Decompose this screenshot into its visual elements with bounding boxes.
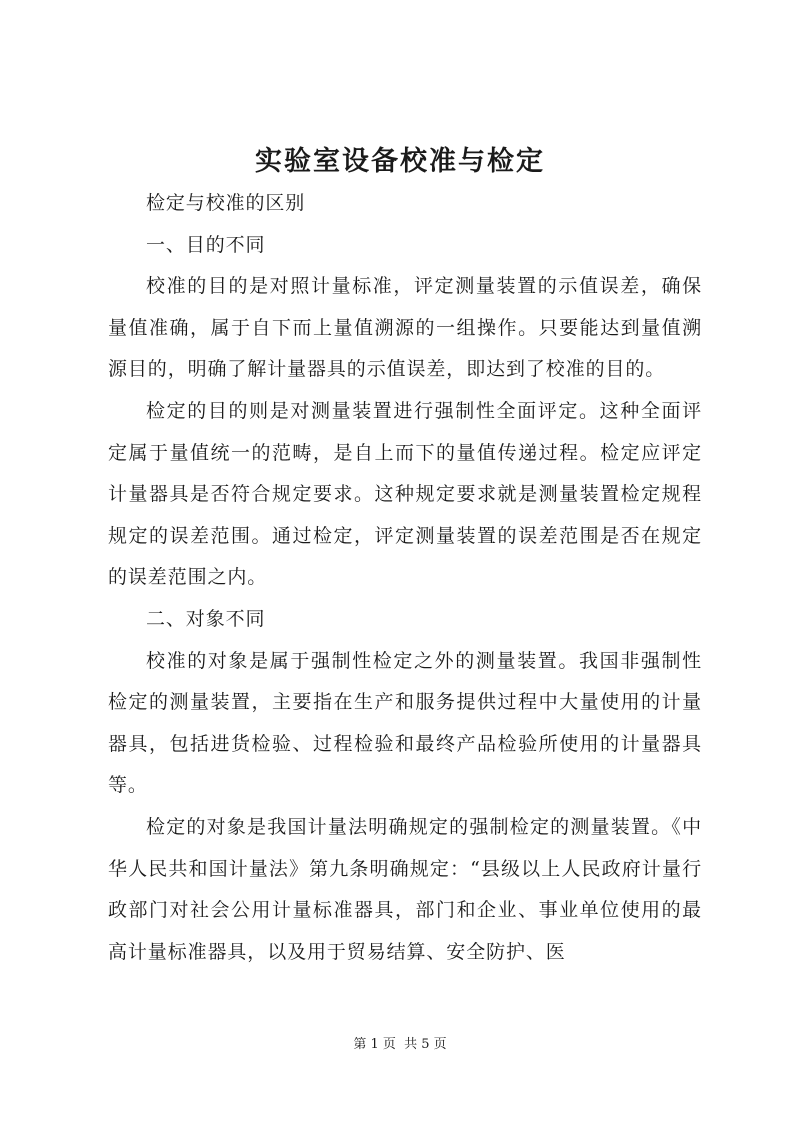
paragraph: 校准的目的是对照计量标准，评定测量装置的示值误差，确保量值准确，属于自下而上量值溯源的一组操作。只要能达到量值溯源目的，明确了解计量器具的示值误差，即达到了校准的目的。 (108, 275, 702, 381)
paragraph: 检定的目的则是对测量装置进行强制性全面评定。这种全面评定属于量值统一的范畴，是自上而下的量值传递过程。检定应评定计量器具是否符合规定要求。这种规定要求就是测量装置检定规程规定的误差范围。通过检定，评定测量装置的误差范围是否在规定的误差范围之内。 (108, 399, 702, 589)
paragraph: 检定的对象是我国计量法明确规定的强制检定的测量装置。《中华人民共和国计量法》第九条明确规定：“县级以上人民政府计量行政部门对社会公用计量标准器具，部门和企业、事业单位使用的最高计量标准器具，以及用于贸易结算、安全防护、医 (108, 815, 702, 963)
page-number: 第 1 页 (353, 1037, 396, 1052)
page-footer (0, 1036, 800, 1054)
paragraph: 校准的对象是属于强制性检定之外的测量装置。我国非强制性检定的测量装置，主要指在生产和服务提供过程中大量使用的计量器具，包括进货检验、过程检验和最终产品检验所使用的计量器具等。 (108, 649, 702, 797)
section-heading: 二、对象不同 (146, 607, 266, 630)
document-title: 实验室设备校准与检定 (255, 146, 545, 177)
page-total: 共 5 页 (404, 1037, 447, 1052)
document-body (108, 183, 702, 973)
paragraph: 检定与校准的区别 (146, 192, 306, 214)
section-heading: 一、目的不同 (146, 233, 266, 256)
